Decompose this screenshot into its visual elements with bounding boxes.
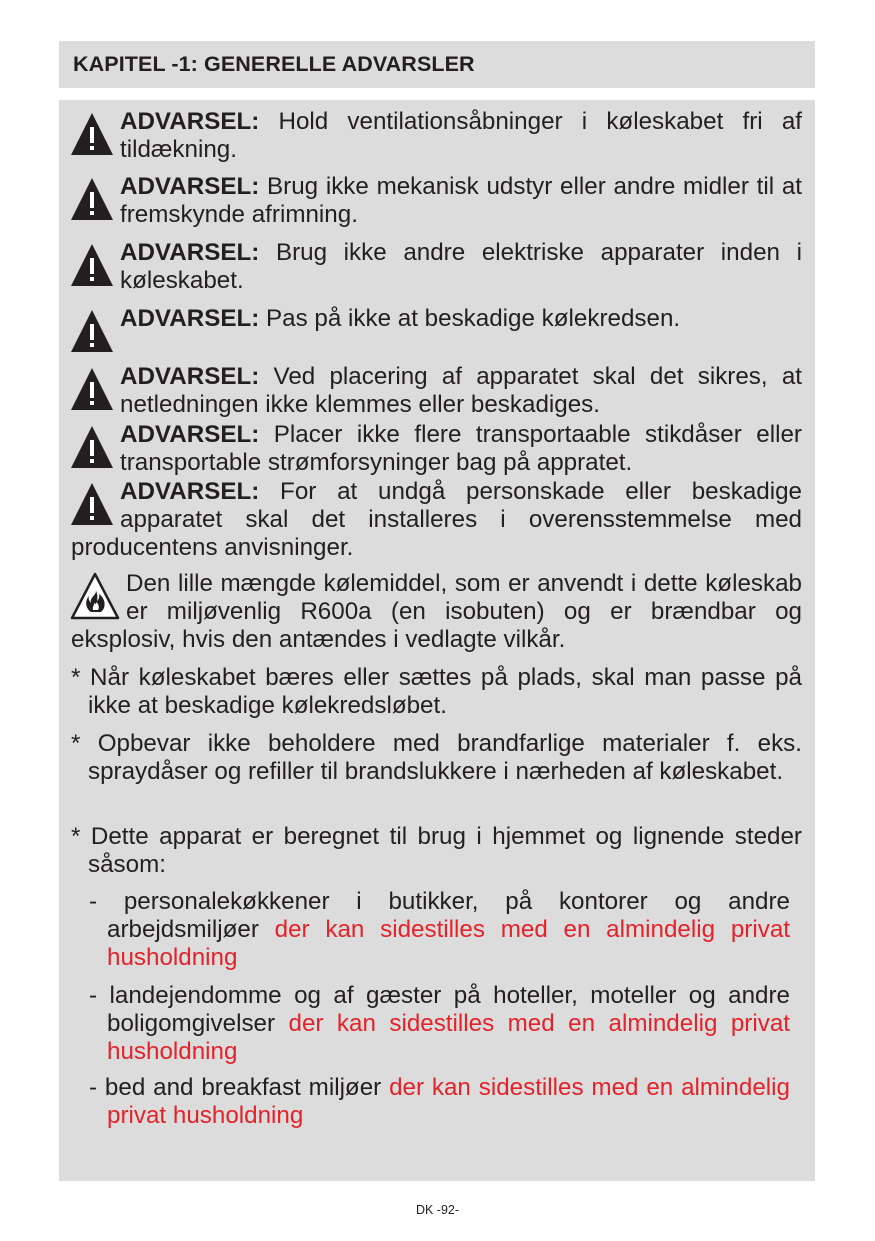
dash-marker: - xyxy=(89,982,98,1009)
bullet-marker: * xyxy=(71,664,81,691)
warning-icon xyxy=(70,367,114,411)
warning-label: ADVARSEL: xyxy=(120,478,260,505)
chapter-title: KAPITEL -1: GENERELLE ADVARSLER xyxy=(73,52,475,76)
warning-text: Placer ikke flere transportaable stikdåser eller transportable strømforsyninger bag på appratet. xyxy=(120,421,802,476)
sub-item-highlight: der kan sidestilles med en almindelig privat husholdning xyxy=(107,1010,790,1065)
warning-text: Pas på ikke at beskadige kølekredsen. xyxy=(259,305,681,332)
bullet-item xyxy=(71,730,802,786)
sub-item-text: landejendomme og af gæster på hoteller, moteller og andre boligomgivelser xyxy=(107,982,790,1037)
warning-icon xyxy=(70,482,114,526)
bullet-text: Opbevar ikke beholdere med brandfarlige materialer f. eks. spraydåser og refiller til brandslukkere i nærheden af køleskabet. xyxy=(88,730,802,785)
warning-item xyxy=(71,478,802,562)
flammable-warning-icon xyxy=(70,572,120,620)
flammable-text: Den lille mængde kølemiddel, som er anvendt i dette køleskab er miljøvenlig R600a (en isobuten) og er brændbar og eksplosiv, hvis den antændes i vedlagte vilkår. xyxy=(71,570,802,653)
page-number: DK -92- xyxy=(415,1203,460,1217)
sub-item-highlight: der kan sidestilles med en almindelig privat husholdning xyxy=(107,1074,790,1129)
bullet-item xyxy=(71,823,802,879)
warning-label: ADVARSEL: xyxy=(120,305,260,332)
warning-item xyxy=(71,108,802,164)
bullet-text: Dette apparat er beregnet til brug i hjemmet og lignende steder såsom: xyxy=(88,823,802,878)
bullet-marker: * xyxy=(71,730,81,757)
warning-label: ADVARSEL: xyxy=(120,108,260,135)
warnings-panel xyxy=(59,100,815,1181)
sub-item xyxy=(89,888,790,972)
warning-label: ADVARSEL: xyxy=(120,173,260,200)
warning-item xyxy=(71,239,802,295)
bullet-text: Når køleskabet bæres eller sættes på plads, skal man passe på ikke at beskadige kølekredsløbet. xyxy=(88,664,802,719)
bullet-marker: * xyxy=(71,823,81,850)
dash-marker: - xyxy=(89,1074,98,1101)
warning-text: Brug ikke andre elektriske apparater inden i køleskabet. xyxy=(120,239,802,294)
sub-item-text: personalekøkkener i butikker, på kontorer og andre arbejdsmiljøer xyxy=(107,888,790,943)
warning-item xyxy=(71,173,802,229)
warning-label: ADVARSEL: xyxy=(120,421,260,448)
sub-item xyxy=(89,1074,790,1130)
warning-label: ADVARSEL: xyxy=(120,239,260,266)
warning-text: For at undgå personskade eller beskadige apparatet skal det installeres i overensstemmelse med producentens anvisninger. xyxy=(71,478,802,561)
warning-icon xyxy=(70,112,114,156)
dash-marker: - xyxy=(89,888,98,915)
chapter-header xyxy=(59,41,815,88)
warning-item xyxy=(71,363,802,419)
warning-text: Ved placering af apparatet skal det sikres, at netledningen ikke klemmes eller beskadiges. xyxy=(120,363,802,418)
sub-item-highlight: der kan sidestilles med en almindelig privat husholdning xyxy=(107,916,790,971)
warning-item xyxy=(71,305,802,353)
bullet-item xyxy=(71,664,802,720)
warning-text: Brug ikke mekanisk udstyr eller andre midler til at fremskynde afrimning. xyxy=(120,173,802,228)
warning-icon xyxy=(70,309,114,353)
warning-label: ADVARSEL: xyxy=(120,363,260,390)
flammable-note xyxy=(71,570,802,654)
warning-icon xyxy=(70,243,114,287)
warning-item xyxy=(71,421,802,477)
warning-text: Hold ventilationsåbninger i køleskabet fri af tildækning. xyxy=(120,108,802,163)
warning-icon xyxy=(70,425,114,469)
sub-item-text: bed and breakfast miljøer xyxy=(104,1074,390,1101)
warning-icon xyxy=(70,177,114,221)
sub-item xyxy=(89,982,790,1066)
